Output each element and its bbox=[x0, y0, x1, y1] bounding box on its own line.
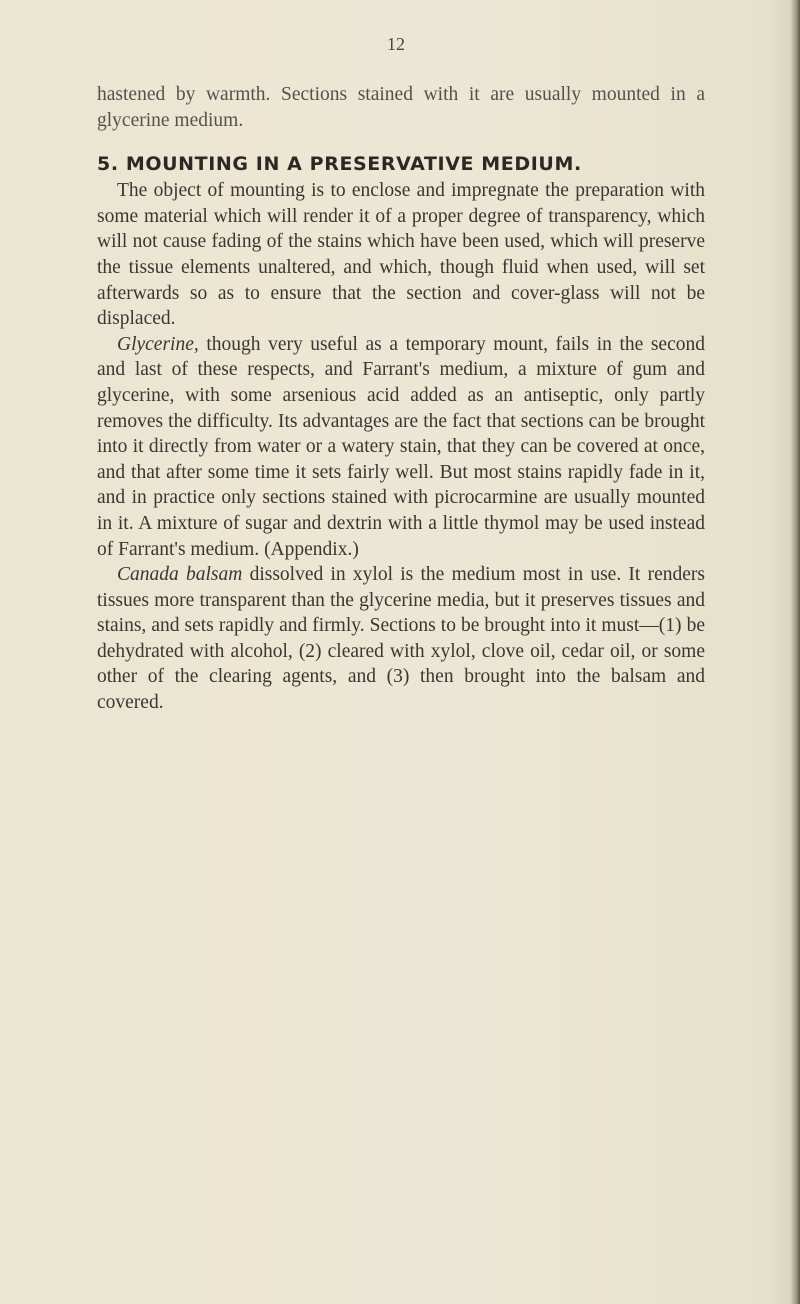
term-canada-balsam: Canada balsam bbox=[117, 564, 243, 586]
page-edge-shadow bbox=[790, 0, 800, 1304]
paragraph-glycerine-text: though very useful as a temporary mount, fails in the second and last of these respects, and Farrant's medium, a mixture of gum and glycerine, with some arsenious acid added as an antiseptic, only partly removes the difficulty. Its advantages are the fact that sections can be brought into it directly from water or a watery stain, that they can be covered at once, and that after some time it sets fairly well. But most stains rapidly fade in it, and in practice only sections stained with picrocarmine are usually mounted in it. A mixture of sugar and dextrin with a little thymol may be used instead of Farrant's medium. (Appendix.) bbox=[97, 333, 705, 560]
page-text bbox=[97, 82, 705, 716]
term-glycerine: Glycerine, bbox=[117, 333, 199, 355]
paragraph-canada-balsam bbox=[97, 562, 705, 716]
paragraph-canada-balsam-text: dissolved in xylol is the medium most in use. It renders tissues more transparent than the glycerine media, but it preserves tissues and stains, and sets rapidly and firmly. Sections to be brought into it must—(1) be dehydrated with alcohol, (2) cleared with xylol, clove oil, cedar oil, or some other of the clearing agents, and (3) then brought into the balsam and covered. bbox=[97, 564, 705, 714]
page-number: 12 bbox=[387, 34, 405, 54]
paragraph-glycerine bbox=[97, 332, 705, 562]
section-heading: 5. MOUNTING IN A PRESERVATIVE MEDIUM. bbox=[97, 153, 582, 176]
paragraph-mounting-object: The object of mounting is to enclose and impregnate the preparation with some material which will render it of a proper degree of transparency, which will not cause fading of the stains which have been used, which will preserve the tissue elements unaltered, and which, though fluid when used, will set afterwards so as to ensure that the section and cover-glass will not be displaced. bbox=[97, 180, 705, 330]
continued-paragraph: hastened by warmth. Sections stained with it are usually mounted in a glycerine medium. bbox=[97, 84, 705, 131]
